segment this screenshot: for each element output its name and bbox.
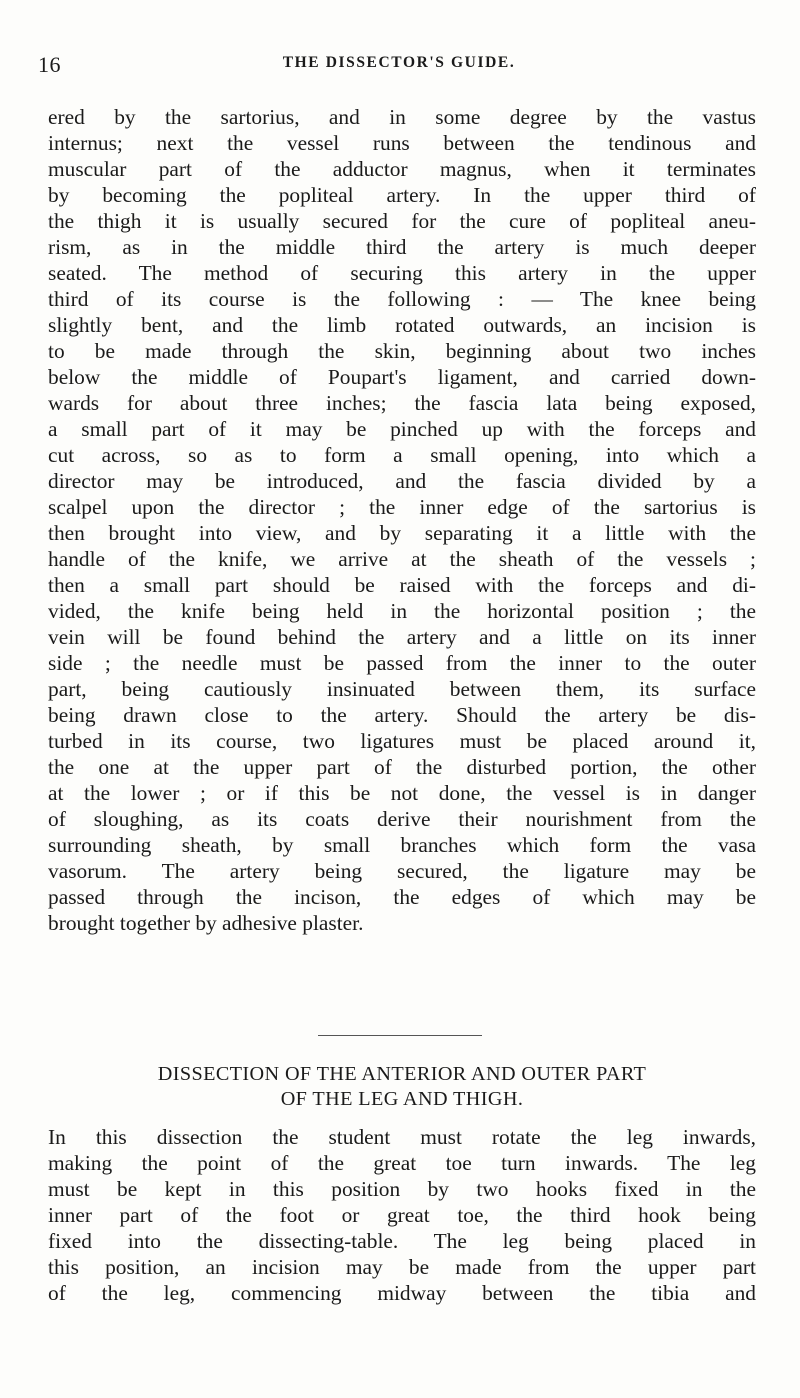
text-line: of sloughing, as its coats derive their nourishment from the [48, 807, 756, 831]
text-line: then brought into view, and by separating it a little with the [48, 521, 756, 545]
text-line: vasorum. The artery being secured, the ligature may be [48, 859, 756, 883]
text-line: this position, an incision may be made from the upper part [48, 1255, 756, 1279]
text-line: of the leg, commencing midway between the tibia and [48, 1281, 756, 1305]
text-line: director may be introduced, and the fascia divided by a [48, 469, 756, 493]
text-line: handle of the knife, we arrive at the sheath of the vessels ; [48, 547, 756, 571]
text-line: internus; next the vessel runs between the tendinous and [48, 131, 756, 155]
text-line: surrounding sheath, by small branches which form the vasa [48, 833, 756, 857]
running-head [38, 52, 760, 82]
text-line: must be kept in this position by two hooks fixed in the [48, 1177, 756, 1201]
running-title: THE DISSECTOR'S GUIDE. [282, 54, 516, 71]
text-line: being drawn close to the artery. Should the artery be dis- [48, 703, 756, 727]
text-line: brought together by adhesive plaster. [48, 911, 364, 935]
text-line: at the lower ; or if this be not done, the vessel is in danger [48, 781, 756, 805]
text-line: the one at the upper part of the disturbed portion, the other [48, 755, 756, 779]
text-line: side ; the needle must be passed from the inner to the outer [48, 651, 756, 675]
text-line: scalpel upon the director ; the inner edge of the sartorius is [48, 495, 756, 519]
text-line: cut across, so as to form a small opening, into which a [48, 443, 756, 467]
text-line: third of its course is the following : — The knee being [48, 287, 756, 311]
paragraph-continued [48, 104, 756, 936]
text-line: fixed into the dissecting-table. The leg being placed in [48, 1229, 756, 1253]
text-line: inner part of the foot or great toe, the third hook being [48, 1203, 756, 1227]
section-heading-line: DISSECTION OF THE ANTERIOR AND OUTER PART [157, 1063, 647, 1085]
section-heading [48, 1062, 756, 1112]
text-line: part, being cautiously insinuated between them, its surface [48, 677, 756, 701]
text-line: the thigh it is usually secured for the cure of popliteal aneu- [48, 209, 756, 233]
page-number: 16 [38, 52, 61, 77]
text-line: passed through the incison, the edges of which may be [48, 885, 756, 909]
paragraph-dissection [48, 1124, 756, 1306]
text-line: turbed in its course, two ligatures must be placed around it, [48, 729, 756, 753]
text-line: making the point of the great toe turn inwards. The leg [48, 1151, 756, 1175]
text-line: below the middle of Poupart's ligament, and carried down- [48, 365, 756, 389]
text-line: then a small part should be raised with the forceps and di- [48, 573, 756, 597]
text-line: vein will be found behind the artery and a little on its inner [48, 625, 756, 649]
text-line: ered by the sartorius, and in some degree by the vastus [48, 105, 756, 129]
text-line: by becoming the popliteal artery. In the upper third of [48, 183, 756, 207]
text-line: slightly bent, and the limb rotated outwards, an incision is [48, 313, 756, 337]
section-divider-rule [318, 1035, 482, 1036]
text-line: muscular part of the adductor magnus, when it terminates [48, 157, 756, 181]
text-line: rism, as in the middle third the artery is much deeper [48, 235, 756, 259]
text-line: wards for about three inches; the fascia lata being exposed, [48, 391, 756, 415]
text-line: vided, the knife being held in the horizontal position ; the [48, 599, 756, 623]
section-heading-line: OF THE LEG AND THIGH. [280, 1088, 524, 1110]
text-line: In this dissection the student must rotate the leg inwards, [48, 1125, 756, 1149]
text-line: a small part of it may be pinched up with the forceps and [48, 417, 756, 441]
text-line: seated. The method of securing this artery in the upper [48, 261, 756, 285]
text-line: to be made through the skin, beginning about two inches [48, 339, 756, 363]
